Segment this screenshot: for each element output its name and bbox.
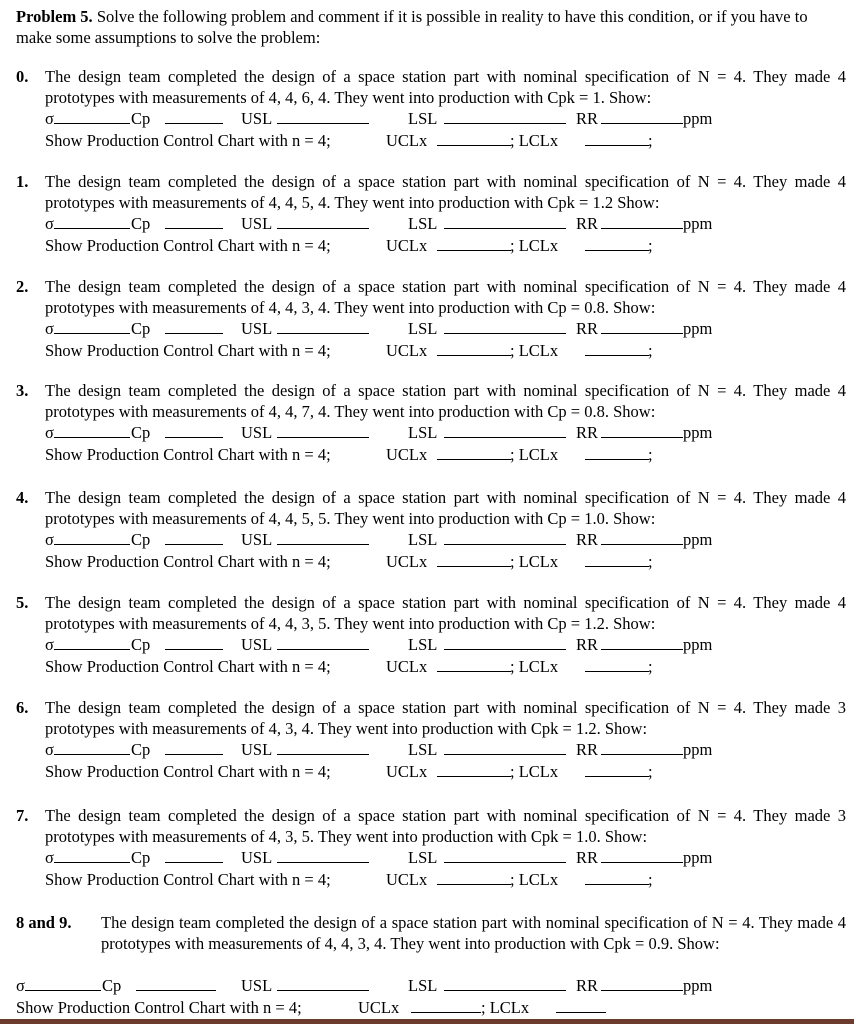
chart-instruction: Show Production Control Chart with n = 4; (16, 998, 302, 1017)
semicolon: ; (648, 445, 653, 464)
usl-label: USL (241, 848, 273, 867)
lclx-label: ; LCLx (510, 762, 559, 781)
uclx-label: UCLx (386, 870, 428, 889)
answer-row-control-chart (45, 656, 846, 678)
rr-blank[interactable] (601, 739, 683, 755)
lsl-blank[interactable] (444, 108, 566, 124)
sigma-blank[interactable] (54, 213, 130, 229)
usl-blank[interactable] (277, 108, 369, 124)
problem-stem: The design team completed the design of a space station part with nominal specification of N = 4. They made 4 prototypes with measurements of 4, 4, 3, 5. They went into production with Cp = 1.2. Show: (45, 593, 846, 633)
rr-label: RR (576, 848, 599, 867)
usl-blank[interactable] (277, 213, 369, 229)
problem-stem: The design team completed the design of a space station part with nominal specification of N = 4. They made 4 prototypes with measurements of 4, 4, 3, 4. They went into production with Cpk = 0.9. Show: (101, 913, 846, 953)
usl-blank[interactable] (277, 975, 369, 991)
lclx-blank[interactable] (556, 997, 606, 1013)
chart-instruction: Show Production Control Chart with n = 4; (45, 870, 331, 889)
problem-number: 1. (16, 172, 29, 191)
problem-number: 4. (16, 488, 29, 507)
lsl-blank[interactable] (444, 634, 566, 650)
sigma-label: σ (45, 635, 54, 654)
cp-blank[interactable] (136, 975, 216, 991)
cp-blank[interactable] (165, 108, 223, 124)
usl-label: USL (241, 976, 273, 995)
sigma-label: σ (45, 740, 54, 759)
answer-row-parameters (45, 318, 846, 340)
problem-stem: The design team completed the design of a space station part with nominal specification of N = 4. They made 4 prototypes with measurements of 4, 4, 5, 4. They went into production with Cpk = 1.2 Show: (45, 172, 846, 212)
sigma-label: σ (16, 976, 25, 995)
lsl-blank[interactable] (444, 529, 566, 545)
uclx-label: UCLx (386, 341, 428, 360)
problem-stem: The design team completed the design of a space station part with nominal specification of N = 4. They made 4 prototypes with measurements of 4, 4, 7, 4. They went into production with Cp = 0.8. Show: (45, 381, 846, 421)
rr-label: RR (576, 319, 599, 338)
answer-row-parameters (45, 739, 846, 761)
lclx-label: ; LCLx (510, 445, 559, 464)
lsl-blank[interactable] (444, 422, 566, 438)
lclx-label: ; LCLx (510, 552, 559, 571)
chart-instruction: Show Production Control Chart with n = 4; (45, 445, 331, 464)
lclx-label: ; LCLx (510, 131, 559, 150)
ppm-label: ppm (683, 530, 713, 549)
problem-number: 0. (16, 67, 29, 86)
chart-instruction: Show Production Control Chart with n = 4; (45, 762, 331, 781)
usl-blank[interactable] (277, 634, 369, 650)
lsl-label: LSL (408, 976, 438, 995)
rr-blank[interactable] (601, 318, 683, 334)
semicolon: ; (648, 131, 653, 150)
answer-row-parameters (45, 634, 846, 656)
uclx-label: UCLx (358, 998, 400, 1017)
answer-row-control-chart (45, 551, 846, 573)
uclx-blank[interactable] (437, 869, 511, 885)
problem-header (16, 6, 846, 48)
semicolon: ; (648, 341, 653, 360)
bottom-border-bar (0, 1019, 854, 1024)
cp-label: Cp (131, 109, 151, 128)
cut-off-top-line (0, 0, 854, 3)
rr-blank[interactable] (601, 529, 683, 545)
lsl-blank[interactable] (444, 213, 566, 229)
problem-title: Problem 5. (16, 7, 93, 26)
sigma-blank[interactable] (54, 318, 130, 334)
uclx-blank[interactable] (437, 130, 511, 146)
sigma-blank[interactable] (54, 634, 130, 650)
answer-row-control-chart (45, 340, 846, 362)
cp-blank[interactable] (165, 847, 223, 863)
lsl-blank[interactable] (444, 847, 566, 863)
usl-blank[interactable] (277, 422, 369, 438)
uclx-blank[interactable] (437, 444, 511, 460)
uclx-label: UCLx (386, 445, 428, 464)
answer-row-control-chart (45, 235, 846, 257)
rr-blank[interactable] (601, 634, 683, 650)
cp-blank[interactable] (165, 634, 223, 650)
problem-number: 3. (16, 381, 29, 400)
lclx-blank[interactable] (585, 551, 649, 567)
answer-row-control-chart (45, 869, 846, 891)
cp-label: Cp (131, 423, 151, 442)
answer-row-control-chart (45, 130, 846, 152)
rr-blank[interactable] (601, 108, 683, 124)
lclx-blank[interactable] (585, 444, 649, 460)
problem-number: 2. (16, 277, 29, 296)
lclx-blank[interactable] (585, 869, 649, 885)
sigma-blank[interactable] (54, 108, 130, 124)
rr-blank[interactable] (601, 847, 683, 863)
uclx-label: UCLx (386, 131, 428, 150)
usl-label: USL (241, 740, 273, 759)
semicolon: ; (648, 762, 653, 781)
cp-blank[interactable] (165, 739, 223, 755)
chart-instruction: Show Production Control Chart with n = 4; (45, 236, 331, 255)
cp-label: Cp (131, 740, 151, 759)
uclx-blank[interactable] (437, 761, 511, 777)
lsl-blank[interactable] (444, 318, 566, 334)
usl-label: USL (241, 319, 273, 338)
usl-blank[interactable] (277, 847, 369, 863)
uclx-label: UCLx (386, 657, 428, 676)
answer-row-parameters (45, 213, 846, 235)
usl-blank[interactable] (277, 529, 369, 545)
problem-stem: The design team completed the design of a space station part with nominal specification of N = 4. They made 4 prototypes with measurements of 4, 4, 6, 4. They went into production with Cpk = 1. Show: (45, 67, 846, 107)
usl-label: USL (241, 530, 273, 549)
rr-blank[interactable] (601, 213, 683, 229)
lsl-label: LSL (408, 423, 438, 442)
ppm-label: ppm (683, 319, 713, 338)
answer-row-control-chart (45, 761, 846, 783)
sigma-label: σ (45, 109, 54, 128)
usl-label: USL (241, 214, 273, 233)
sigma-label: σ (45, 319, 54, 338)
answer-row-parameters (16, 975, 846, 997)
ppm-label: ppm (683, 423, 713, 442)
cp-blank[interactable] (165, 422, 223, 438)
uclx-label: UCLx (386, 762, 428, 781)
rr-label: RR (576, 530, 599, 549)
usl-label: USL (241, 109, 273, 128)
ppm-label: ppm (683, 976, 713, 995)
lclx-blank[interactable] (585, 235, 649, 251)
sigma-label: σ (45, 214, 54, 233)
lclx-label: ; LCLx (510, 657, 559, 676)
uclx-blank[interactable] (411, 997, 481, 1013)
rr-label: RR (576, 214, 599, 233)
ppm-label: ppm (683, 740, 713, 759)
chart-instruction: Show Production Control Chart with n = 4; (45, 552, 331, 571)
uclx-blank[interactable] (437, 340, 511, 356)
problem-stem: The design team completed the design of a space station part with nominal specification of N = 4. They made 4 prototypes with measurements of 4, 4, 3, 4. They went into production with Cp = 0.8. Show: (45, 277, 846, 317)
cp-label: Cp (131, 214, 151, 233)
lsl-label: LSL (408, 740, 438, 759)
sigma-label: σ (45, 423, 54, 442)
lclx-blank[interactable] (585, 656, 649, 672)
uclx-label: UCLx (386, 236, 428, 255)
answer-row-parameters (45, 422, 846, 444)
sigma-label: σ (45, 848, 54, 867)
usl-label: USL (241, 635, 273, 654)
lclx-blank[interactable] (585, 761, 649, 777)
chart-instruction: Show Production Control Chart with n = 4; (45, 657, 331, 676)
semicolon: ; (648, 870, 653, 889)
lsl-label: LSL (408, 848, 438, 867)
lclx-label: ; LCLx (481, 998, 530, 1017)
cp-blank[interactable] (165, 318, 223, 334)
cp-label: Cp (131, 530, 151, 549)
lclx-blank[interactable] (585, 340, 649, 356)
rr-label: RR (576, 976, 599, 995)
lsl-label: LSL (408, 214, 438, 233)
lclx-blank[interactable] (585, 130, 649, 146)
problem-number: 6. (16, 698, 29, 717)
cp-label: Cp (131, 635, 151, 654)
problem-number: 8 and 9. (16, 913, 72, 932)
uclx-blank[interactable] (437, 551, 511, 567)
cp-label: Cp (131, 319, 151, 338)
semicolon: ; (648, 236, 653, 255)
lsl-label: LSL (408, 635, 438, 654)
lsl-label: LSL (408, 109, 438, 128)
rr-blank[interactable] (601, 975, 683, 991)
rr-label: RR (576, 109, 599, 128)
sigma-blank[interactable] (54, 847, 130, 863)
answer-row-parameters (45, 108, 846, 130)
semicolon: ; (648, 657, 653, 676)
answer-row-parameters (45, 529, 846, 551)
cp-blank[interactable] (165, 529, 223, 545)
usl-blank[interactable] (277, 739, 369, 755)
semicolon: ; (648, 552, 653, 571)
problem-number: 5. (16, 593, 29, 612)
rr-blank[interactable] (601, 422, 683, 438)
problem-number: 7. (16, 806, 29, 825)
sigma-label: σ (45, 530, 54, 549)
answer-row-parameters (45, 847, 846, 869)
answer-row-control-chart (45, 444, 846, 466)
sigma-blank[interactable] (54, 422, 130, 438)
usl-label: USL (241, 423, 273, 442)
lsl-label: LSL (408, 319, 438, 338)
lsl-label: LSL (408, 530, 438, 549)
answer-row-control-chart (16, 997, 846, 1019)
uclx-label: UCLx (386, 552, 428, 571)
lclx-label: ; LCLx (510, 870, 559, 889)
ppm-label: ppm (683, 109, 713, 128)
sigma-blank[interactable] (25, 975, 101, 991)
rr-label: RR (576, 740, 599, 759)
lsl-blank[interactable] (444, 739, 566, 755)
sigma-blank[interactable] (54, 529, 130, 545)
lclx-label: ; LCLx (510, 341, 559, 360)
cp-label: Cp (131, 848, 151, 867)
chart-instruction: Show Production Control Chart with n = 4; (45, 341, 331, 360)
ppm-label: ppm (683, 635, 713, 654)
lsl-blank[interactable] (444, 975, 566, 991)
ppm-label: ppm (683, 848, 713, 867)
rr-label: RR (576, 423, 599, 442)
rr-label: RR (576, 635, 599, 654)
sigma-blank[interactable] (54, 739, 130, 755)
problem-stem: The design team completed the design of a space station part with nominal specification of N = 4. They made 4 prototypes with measurements of 4, 4, 5, 5. They went into production with Cp = 1.0. Show: (45, 488, 846, 528)
cp-label: Cp (102, 976, 122, 995)
usl-blank[interactable] (277, 318, 369, 334)
lclx-label: ; LCLx (510, 236, 559, 255)
uclx-blank[interactable] (437, 656, 511, 672)
ppm-label: ppm (683, 214, 713, 233)
chart-instruction: Show Production Control Chart with n = 4; (45, 131, 331, 150)
problem-stem: The design team completed the design of a space station part with nominal specification of N = 4. They made 3 prototypes with measurements of 4, 3, 4. They went into production with Cpk = 1.2. Show: (45, 698, 846, 738)
problem-instructions: Solve the following problem and comment if it is possible in reality to have this condition, or if you have to make some assumptions to solve the problem: (16, 7, 808, 47)
problem-stem: The design team completed the design of a space station part with nominal specification of N = 4. They made 3 prototypes with measurements of 4, 3, 5. They went into production with Cpk = 1.0. Show: (45, 806, 846, 846)
uclx-blank[interactable] (437, 235, 511, 251)
cp-blank[interactable] (165, 213, 223, 229)
